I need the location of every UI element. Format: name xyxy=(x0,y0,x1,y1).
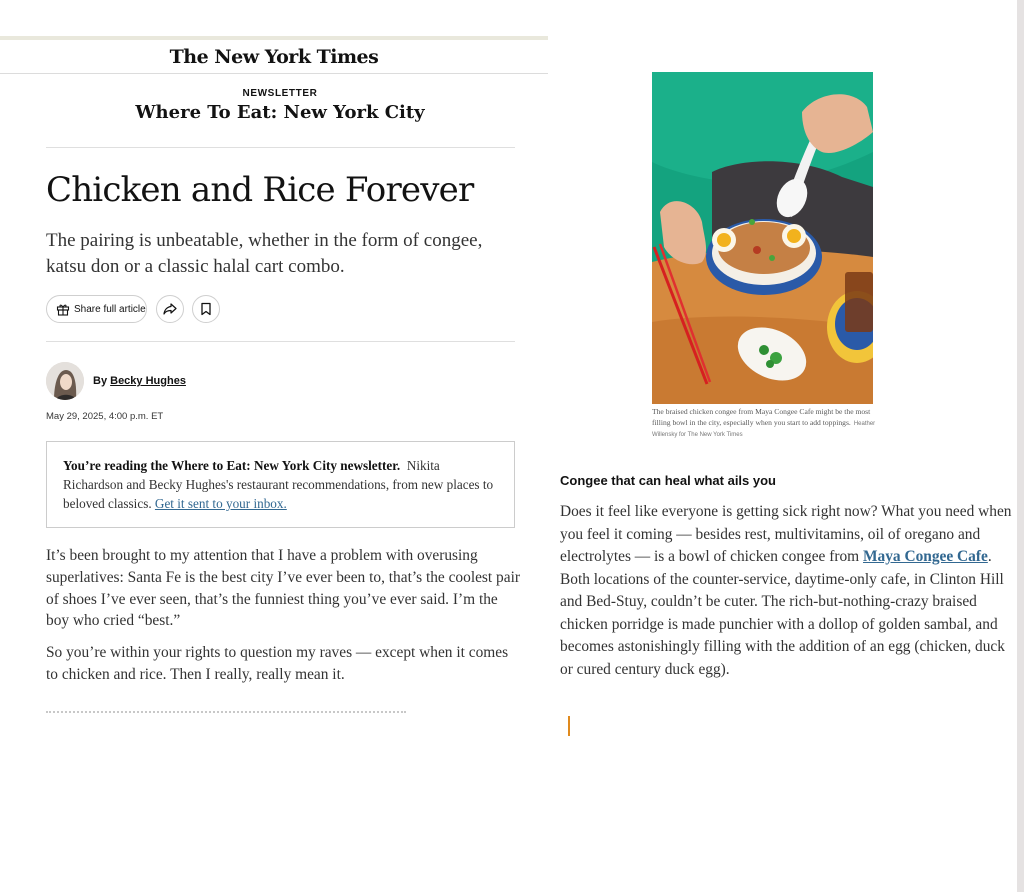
divider xyxy=(46,147,515,148)
newsletter-promo-text: Nikita Richardson and Becky Hughes's restaurant recommendations, from new places to beloved classics. xyxy=(63,458,494,511)
photo-caption xyxy=(652,407,877,441)
photo-credit: Heather Willensky for The New York Times xyxy=(652,420,876,439)
masthead[interactable] xyxy=(0,40,548,74)
paragraph: So you’re within your rights to question my raves — except when it comes to chicken and rice. Then I really, really mean it. xyxy=(46,644,509,683)
byline-prefix: By xyxy=(93,375,108,387)
newsletter-kicker: NEWSLETTER xyxy=(242,88,318,99)
share-label: Share full article xyxy=(74,303,146,315)
article-summary: The pairing is unbeatable, whether in the form of congee, katsu don or a classic halal cart combo. xyxy=(46,230,483,277)
nyt-logo[interactable]: The New York Times xyxy=(169,45,379,68)
gift-icon xyxy=(56,302,70,316)
paragraph-text: . Both locations of the counter-service, daytime-only cafe, in Clinton Hill and Bed-Stuy, couldn’t be cuter. The rich-but-nothing-crazy braised chicken porridge is made punchier with a dollop of golden sambal, and becomes astonishingly filling with the addition of an egg (chicken, duck or cured century duck egg). xyxy=(560,548,1005,678)
share-full-article-button[interactable] xyxy=(46,295,147,323)
author-avatar[interactable] xyxy=(46,362,84,400)
cut-off-text-line xyxy=(46,707,406,713)
scrollbar[interactable] xyxy=(1017,0,1024,892)
congee-photo[interactable] xyxy=(652,72,873,404)
share-button[interactable] xyxy=(156,295,184,323)
save-button[interactable] xyxy=(192,295,220,323)
share-icon xyxy=(162,302,178,316)
article-headline: Chicken and Rice Forever xyxy=(46,170,474,210)
article-body xyxy=(46,545,520,696)
section-paragraph xyxy=(560,501,1016,681)
newsletter-promo-box xyxy=(46,441,515,528)
paragraph-text: Does it feel like everyone is getting sick right now? What you need when you feel it coming — besides rest, multivitamins, oil of oregano and electrolytes — is a bowl of chicken congee from xyxy=(560,503,1012,565)
paragraph: It’s been brought to my attention that I have a problem with overusing superlatives: Santa Fe is the best city I’ve ever been to, that’s the coolest pair of shoes I’ve ever seen, that’s the funniest thing you’ve ever said. I’m the boy who cried “best.” xyxy=(46,547,520,630)
author-link[interactable]: Becky Hughes xyxy=(110,375,186,387)
divider xyxy=(46,341,515,342)
maya-congee-cafe-link[interactable]: Maya Congee Cafe xyxy=(863,548,988,565)
newsletter-promo-bold: You’re reading the Where to Eat: New York City newsletter. xyxy=(63,458,401,473)
caption-text: The braised chicken congee from Maya Congee Cafe might be the most filling bowl in the city, especially when you start to add toppings. xyxy=(652,407,871,427)
newsletter-title[interactable]: Where To Eat: New York City xyxy=(135,102,425,123)
bookmark-icon xyxy=(200,302,212,316)
publish-date: May 29, 2025, 4:00 p.m. ET xyxy=(46,411,164,422)
section-subhead: Congee that can heal what ails you xyxy=(560,473,776,488)
byline xyxy=(93,375,186,387)
text-cursor xyxy=(568,716,570,736)
newsletter-signup-link[interactable]: Get it sent to your inbox. xyxy=(154,496,287,511)
